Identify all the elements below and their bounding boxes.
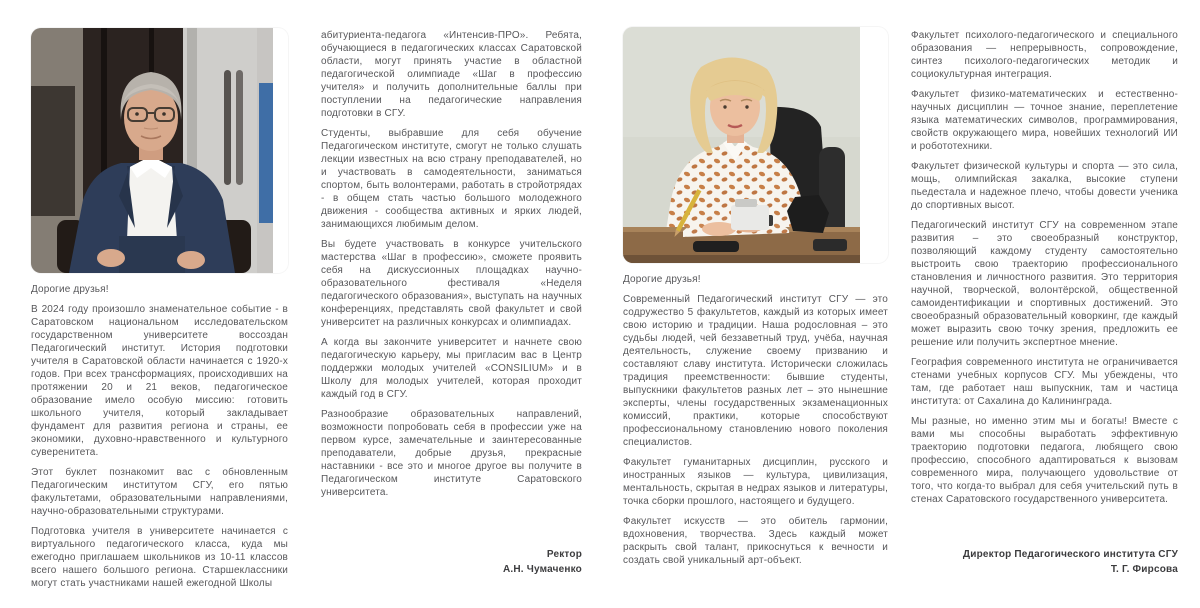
right-paragraph: Факультет физической культуры и спорта — это сила, мощь, олимпийская закалка, высокие ступени пьедестала и надежное плечо, чтобы довести ученика до спортивных высот. [911, 161, 1178, 211]
right-paragraph: Мы разные, но именно этим мы и богаты! Вместе с вами мы способны выработать эффективную траекторию подготовки педагога, любящего свою профессию, способного адаптироваться к вызовам современного мира, получающего удовольствие от того, что когда-то выбрал для себя учительский путь в стенах Саратовского государственного университета. [911, 416, 1178, 505]
left-paragraph: Разнообразие образовательных направлений, возможности попробовать себя в профессии уже на первом курсе, замечательные и заинтересованные преподаватели, добрые друзья, прекрасные наставники - все это и многое другое вы получите в Педагогическом институте Саратовского университета. [321, 409, 582, 498]
director-portrait [623, 27, 888, 263]
director-signature [911, 547, 1178, 577]
right-paragraph: Факультет физико-математических и естественно-научных дисциплин — точное знание, переплетение языка математических символов, программирования, свойств окружающего мира, новейших технологий ИИ и робототехники. [911, 89, 1178, 152]
left-page-column-1 [31, 28, 288, 590]
rector-portrait [31, 28, 288, 273]
rector-signature-name: А.Н. Чумаченко [502, 564, 582, 575]
right-paragraph: Педагогический институт СГУ на современном этапе развития – это своеобразный конструктор, позволяющий каждому студенту самостоятельно выстроить свою траекторию профессионального становления и личностного развития. Это территория научной, творческой, волонтёрской, общественной самоидентификации и спортивных достижений. Это своеобразный образовательный коворкинг, где каждый может выразить свою точку зрения, предложить ее решение или получить экспертное мнение. [911, 220, 1178, 348]
rector-photo-illustration [31, 28, 273, 273]
left-paragraph: Этот буклет познакомит вас с обновленным Педагогическим институтом СГУ, его пятью факультетами, образовательными направлениями, научно-образовательными структурами. [31, 467, 288, 517]
director-signature-name: Т. Г. Фирсова [1110, 564, 1178, 575]
right-paragraph: Современный Педагогический институт СГУ — это содружество 5 факультетов, каждый из которых имеет свою историю и традиции. Наша родословная – это судьбы людей, чей беззаветный труд, учёба, научная деятельность, служение своему призванию и составляют славу института. Исторически сложилась традиция преемственности: бывшие студенты, выпускники факультетов разных лет – это нынешние эксперты, члены государственных экзаменационных комиссий, практики, которые способствуют профессиональному становлению нового поколения специалистов. [623, 294, 888, 448]
left-page-column-2 [321, 29, 582, 577]
right-page-column-2 [911, 29, 1178, 577]
right-paragraph: Факультет психолого-педагогического и специального образования — непрерывность, сопровождение, синтез психолого-педагогических методик и социокультурная интеграция. [911, 30, 1178, 80]
left-paragraph: А когда вы закончите университет и начнете свою педагогическую карьеру, мы пригласим вас в Центр поддержки молодых учителей «CONSILIUM» и в Школу для молодых учителей, которая проходит каждый год в СГУ. [321, 337, 582, 400]
right-page-column-1 [623, 27, 888, 567]
rector-signature-role: Ректор [546, 549, 582, 560]
left-paragraph: Вы будете участвовать в конкурсе учительского мастерства «Шаг в профессию», сможете проявить себя на дискуссионных площадках научно-образовательного фестиваля «Неделя педагогического образования», выступать на научных конференциях, представлять свой факультет и свой университет на различных конкурсах и олимпиадах. [321, 239, 582, 328]
right-paragraph: Факультет гуманитарных дисциплин, русского и иностранных языков — культура, цивилизация, ментальность, скрытая в недрах языков и литературы, точка сборки прошлого, настоящего и будущего. [623, 457, 888, 507]
right-paragraph: География современного института не ограничивается стенами учебных корпусов СГУ. Мы убеждены, что там, где работает наш выпускник, там и частица института: от Сахалина до Калининграда. [911, 357, 1178, 407]
left-paragraph: Студенты, выбравшие для себя обучение Педагогическом институте, смогут не только слушать лекции известных на всю страну преподавателей, но и участвовать в самодеятельности, заниматься спортом, быть волонтерами, работать в стройотрядах - в общем стать частью большого молодежного движения - сообщества активных и ярких людей, занимающихся любимым делом. [321, 128, 582, 230]
left-paragraph: абитуриента-педагога «Интенсив-ПРО». Ребята, обучающиеся в педагогических классах Саратовской области, могут принять участие в областной педагогической олимпиаде «Шаг в профессию учителя» и получить дополнительные баллы при поступлении на педагогические направления подготовки в СГУ. [321, 30, 582, 119]
right-paragraph: Факультет искусств — это обитель гармонии, вдохновения, творчества. Здесь каждый может раскрыть свой талант, прикоснуться к вечности и создать свой уникальный арт-объект. [623, 516, 888, 566]
left-paragraph: В 2024 году произошло знаменательное событие - в Саратовском национальном исследовательском государственном университете воссоздан Педагогический институт. История подготовки учителя в Саратовской области начинается с 1920-х годов. При всех трансформациях, происходивших на протяжении 20 и 21 веков, педагогическое образование имело особую миссию: готовить школьного учителя, который закладывает фундамент для развития региона и страны, ее экономики, духовно-нравственного и культурного суверенитета. [31, 304, 288, 458]
right-greeting: Дорогие друзья! [623, 274, 701, 285]
director-photo-illustration [623, 27, 860, 263]
left-greeting: Дорогие друзья! [31, 284, 109, 295]
left-paragraph: Подготовка учителя в университете начинается с виртуального педагогического класса, куда мы ежегодно приглашаем школьников из 10-11 классов всего нашего большого региона. Старшеклассники могут стать участниками нашей ежегодной Школы [31, 526, 288, 589]
director-signature-role: Директор Педагогического института СГУ [962, 549, 1178, 560]
rector-signature [321, 547, 582, 577]
